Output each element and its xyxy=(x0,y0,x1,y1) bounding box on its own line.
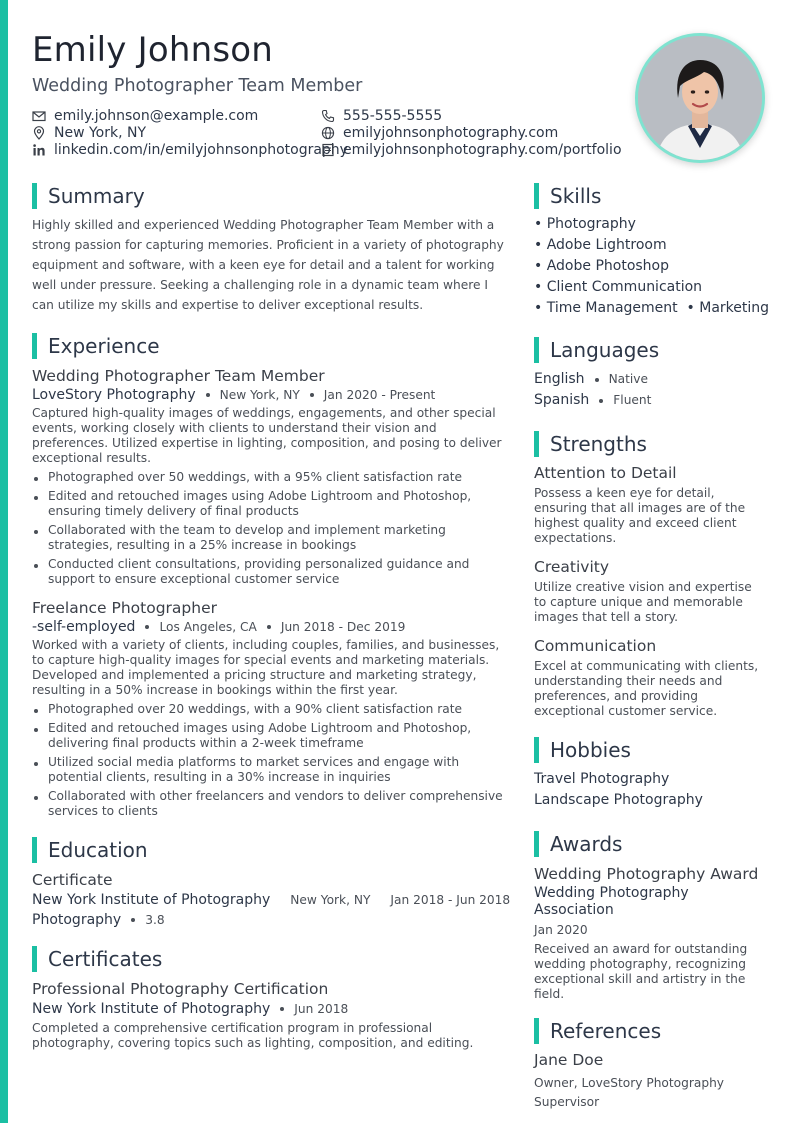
certificates-heading: Certificates xyxy=(32,946,510,972)
reference-position: Owner, LoveStory Photography xyxy=(534,1076,725,1090)
separator-dot xyxy=(599,399,603,403)
strength-name: Creativity xyxy=(534,558,610,576)
linkedin-text: linkedin.com/in/emilyjohnsonphotography xyxy=(54,142,348,158)
portfolio-icon xyxy=(321,143,335,157)
education-field: Photography xyxy=(32,912,122,928)
list-item: Collaborated with the team to develop and implement marketing strategies, resulting in a 25% increase in bookings xyxy=(32,523,510,553)
certificate-issuer: New York Institute of Photography xyxy=(32,1001,271,1017)
contact-phone[interactable] xyxy=(321,108,442,124)
job-location: Los Angeles, CA xyxy=(159,620,257,634)
job-2 xyxy=(32,599,510,819)
strength-text: Excel at communicating with clients, understanding their needs and preferences, and providing exceptional customer service. xyxy=(534,659,759,718)
skill-item: • Photography xyxy=(534,216,636,232)
certificate-meta xyxy=(32,1001,510,1017)
references-heading: References xyxy=(534,1018,766,1044)
phone-icon xyxy=(321,109,335,123)
language-level: Fluent xyxy=(613,393,652,407)
list-item: Conducted client consultations, providing personalized guidance and support to ensure exceptional customer service xyxy=(32,557,510,587)
separator-dot xyxy=(595,378,599,382)
hobbies-list xyxy=(534,769,766,811)
job-dates: Jun 2018 - Dec 2019 xyxy=(280,620,406,634)
location-text: New York, NY xyxy=(54,125,147,141)
hobby-item: Landscape Photography xyxy=(534,792,703,808)
award-issuer: Wedding Photography Association xyxy=(534,885,689,918)
contact-linkedin[interactable] xyxy=(32,142,348,158)
separator-dot xyxy=(206,393,210,397)
list-item: Edited and retouched images using Adobe Lightroom and Photoshop, delivering final products within a 2-week timeframe xyxy=(32,721,510,751)
language-level: Native xyxy=(608,372,649,386)
separator-dot xyxy=(145,625,149,629)
phone-text: 555-555-5555 xyxy=(343,108,443,124)
certificate-date: Jun 2018 xyxy=(294,1002,349,1016)
list-item: Photographed over 20 weddings, with a 90% client satisfaction rate xyxy=(32,702,510,717)
award-name: Wedding Photography Award xyxy=(534,865,759,883)
skill-item: • Adobe Lightroom xyxy=(534,237,667,253)
globe-icon xyxy=(321,126,335,140)
list-item: Utilized social media platforms to market services and engage with potential clients, resulting in a 30% increase in inquiries xyxy=(32,755,510,785)
certificate-description: Completed a comprehensive certification program in professional photography, covering topics such as lighting, composition, and editing. xyxy=(32,1021,474,1050)
job-company: -self-employed xyxy=(32,619,136,635)
job-bullets xyxy=(32,702,510,819)
award-date: Jan 2020 xyxy=(534,923,588,937)
job-1 xyxy=(32,367,510,587)
education-heading: Education xyxy=(32,837,510,863)
summary-text: Highly skilled and experienced Wedding Photographer Team Member with a strong passion for capturing memories. Proficient in a variety of photography equipment and software, with a keen eye for detail and a talent for working well under pressure. Seeking a challenging role in a dynamic team where I can utilize my skills and expertise to deliver exceptional results. xyxy=(32,218,504,312)
languages-list xyxy=(534,369,766,411)
award-text: Received an award for outstanding wedding photography, recognizing exceptional skill and artistry in the field. xyxy=(534,942,748,1001)
strength-name: Communication xyxy=(534,637,657,655)
portrait-image xyxy=(638,36,762,160)
strength-item xyxy=(534,464,766,546)
language-item xyxy=(534,369,766,390)
job-role: Wedding Photographer Team Member xyxy=(32,367,325,385)
separator-dot xyxy=(267,625,271,629)
strength-item xyxy=(534,558,766,625)
separator-dot xyxy=(280,1007,284,1011)
education-dates: Jan 2018 - Jun 2018 xyxy=(390,893,511,907)
skill-item: • Client Communication xyxy=(534,279,703,295)
strength-name: Attention to Detail xyxy=(534,464,677,482)
list-item: Collaborated with other freelancers and vendors to deliver comprehensive services to clients xyxy=(32,789,510,819)
strength-text: Possess a keen eye for detail, ensuring that all images are of the highest quality and exceed client expectations. xyxy=(534,486,746,545)
list-item: Edited and retouched images using Adobe Lightroom and Photoshop, ensuring timely delivery of final products xyxy=(32,489,510,519)
contact-portfolio[interactable] xyxy=(321,142,622,158)
right-column xyxy=(534,183,770,1112)
website-text: emilyjohnsonphotography.com xyxy=(343,125,559,141)
candidate-title: Wedding Photographer Team Member xyxy=(32,76,363,96)
job-bullets xyxy=(32,470,510,587)
summary-heading: Summary xyxy=(32,183,510,209)
email-text: emily.johnson@example.com xyxy=(54,108,259,124)
strengths-heading: Strengths xyxy=(534,431,766,457)
contact-location xyxy=(32,125,146,141)
separator-dot xyxy=(131,918,135,922)
job-meta xyxy=(32,619,510,635)
linkedin-icon xyxy=(32,143,46,157)
education-gpa: 3.8 xyxy=(145,913,165,927)
education-field-row xyxy=(32,912,510,928)
skill-item: • Time Management • Marketing xyxy=(534,300,770,316)
portfolio-text: emilyjohnsonphotography.com/portfolio xyxy=(343,142,622,158)
strength-text: Utilize creative vision and expertise to capture unique and memorable images that tell a story. xyxy=(534,580,752,624)
candidate-name: Emily Johnson xyxy=(32,30,274,70)
skills-heading: Skills xyxy=(534,183,766,209)
strength-item xyxy=(534,637,766,719)
hobbies-heading: Hobbies xyxy=(534,737,766,763)
left-column xyxy=(32,183,510,1051)
language-name: Spanish xyxy=(534,392,590,408)
job-description: Worked with a variety of clients, including couples, families, and businesses, to capture high-quality images for special events and marketing materials. Developed and implemented a pricing structure and marketing strategy, resulting in a 50% increase in bookings within the first year. xyxy=(32,638,500,697)
language-item xyxy=(534,390,766,411)
list-item: Photographed over 50 weddings, with a 95% client satisfaction rate xyxy=(32,470,510,485)
skill-item: • Adobe Photoshop xyxy=(534,258,670,274)
job-description: Captured high-quality images of weddings, engagements, and other special events, working closely with clients to understand their vision and preferences. Utilized expertise in lighting, composition, and posing to deliver exceptional results. xyxy=(32,406,502,465)
reference-relation: Supervisor xyxy=(534,1095,600,1109)
job-meta xyxy=(32,387,510,403)
reference-name: Jane Doe xyxy=(534,1051,604,1069)
languages-heading: Languages xyxy=(534,337,766,363)
profile-photo xyxy=(635,33,765,163)
certificate-name: Professional Photography Certification xyxy=(32,980,329,998)
awards-heading: Awards xyxy=(534,831,766,857)
education-school: New York Institute of Photography xyxy=(32,892,271,908)
separator-dot xyxy=(310,393,314,397)
education-degree: Certificate xyxy=(32,871,113,889)
job-role: Freelance Photographer xyxy=(32,599,218,617)
skills-list xyxy=(534,214,770,319)
job-company: LoveStory Photography xyxy=(32,387,196,403)
job-location: New York, NY xyxy=(219,388,300,402)
education-location: New York, NY xyxy=(290,893,371,907)
accent-bar xyxy=(0,0,8,1123)
location-pin-icon xyxy=(32,126,46,140)
job-dates: Jan 2020 - Present xyxy=(323,388,436,402)
experience-heading: Experience xyxy=(32,333,510,359)
education-meta xyxy=(32,892,510,908)
hobby-item: Travel Photography xyxy=(534,771,670,787)
mail-icon xyxy=(32,109,46,123)
contact-email[interactable] xyxy=(32,108,258,124)
language-name: English xyxy=(534,371,585,387)
contact-website[interactable] xyxy=(321,125,558,141)
